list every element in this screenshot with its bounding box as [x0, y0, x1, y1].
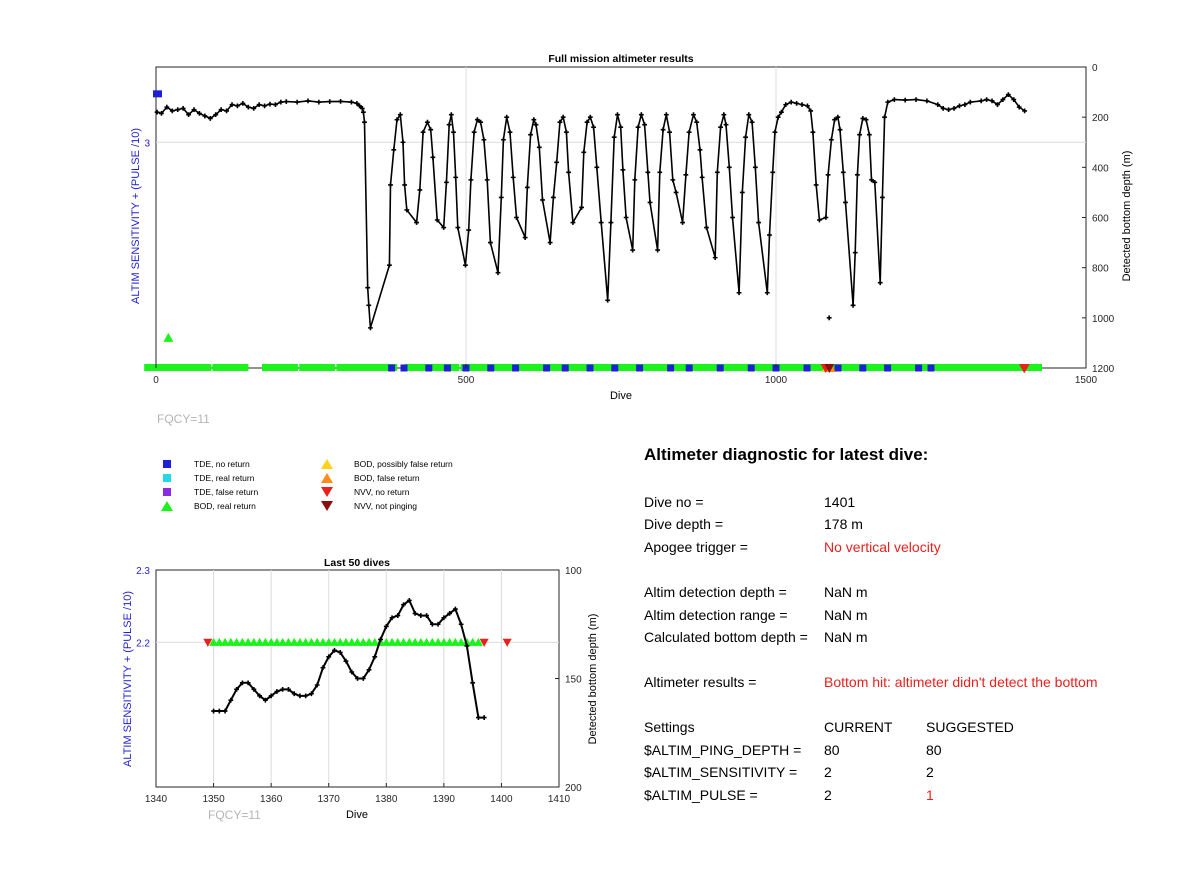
- setting-current: 2: [824, 787, 832, 803]
- main-bod-real-band: [262, 364, 298, 371]
- main-chart-title: Full mission altimeter results: [548, 53, 694, 65]
- dive-no-value: 1401: [824, 494, 856, 510]
- last-depth-point: [332, 648, 337, 653]
- last-depth-point: [309, 691, 314, 696]
- main-tde-no-return-marker: [717, 365, 724, 372]
- last-depth-point: [292, 691, 297, 696]
- legend-triangle-down-icon: [320, 487, 334, 497]
- last-depth-point: [482, 715, 487, 720]
- last-bod-real-marker: [290, 638, 299, 646]
- legend-label: BOD, false return: [354, 473, 420, 483]
- last-bod-real-marker: [347, 638, 356, 646]
- last-depth-point: [275, 689, 280, 694]
- last-bod-real-marker: [272, 638, 281, 646]
- last-bod-real-marker: [307, 638, 316, 646]
- setting-name: $ALTIM_PULSE =: [644, 787, 758, 803]
- main-bod-real-band: [299, 364, 335, 371]
- last-bod-real-marker: [393, 638, 402, 646]
- last-depth-point: [418, 613, 423, 618]
- last-x-tick-label: 1340: [144, 794, 168, 805]
- main-right-y-tick-label: 1200: [1092, 364, 1115, 375]
- last-right-y-tick-label: 200: [565, 783, 582, 794]
- main-right-y-tick-label: 400: [1092, 163, 1109, 175]
- legend-item-nvv-no-return: [320, 487, 409, 497]
- last-depth-line: [214, 600, 485, 717]
- main-right-y-tick-label: 800: [1092, 263, 1109, 275]
- last-plot-area: [156, 570, 559, 787]
- last-x-tick-label: 1410: [547, 794, 571, 805]
- main-tde-no-return-marker: [543, 365, 550, 372]
- last-bod-real-marker: [416, 638, 425, 646]
- altim-detect-range-label: Altim detection range =: [644, 607, 788, 623]
- last-bod-real-marker: [428, 638, 437, 646]
- last-depth-point: [378, 637, 383, 642]
- main-x-tick-label: 1500: [1074, 375, 1098, 386]
- last-depth-point: [424, 613, 429, 618]
- last-depth-point: [228, 698, 233, 703]
- last-depth-point: [367, 667, 372, 672]
- last-bod-real-marker: [221, 638, 230, 646]
- dive-no-label: Dive no =: [644, 494, 704, 510]
- last-nvv-no-return-marker: [503, 639, 512, 647]
- main-tde-no-return-marker: [686, 365, 693, 372]
- main-right-y-label: Detected bottom depth (m): [1121, 150, 1133, 282]
- last-depth-point: [447, 611, 452, 616]
- last-bod-real-marker: [376, 638, 385, 646]
- legend-label: NVV, no return: [354, 487, 410, 497]
- main-tde-no-return-marker: [425, 365, 432, 372]
- last-bod-real-marker: [249, 638, 258, 646]
- main-right-y-tick-label: 200: [1092, 113, 1109, 125]
- apogee-value: No vertical velocity: [824, 539, 941, 555]
- last-depth-point: [436, 622, 441, 627]
- last-x-tick-label: 1400: [490, 794, 513, 805]
- settings-header: Settings: [644, 719, 695, 735]
- main-left-y-label: ALTIM SENSITIVITY + (PULSE /10): [130, 128, 142, 304]
- last-depth-point: [211, 709, 216, 714]
- last-depth-point: [453, 607, 458, 612]
- last-bod-real-marker: [434, 638, 443, 646]
- last-bod-real-marker: [439, 638, 448, 646]
- legend-triangle-down-icon: [320, 501, 334, 511]
- last-bod-real-marker: [370, 638, 379, 646]
- last-bod-real-marker: [301, 638, 310, 646]
- last-depth-point: [217, 709, 222, 714]
- last-bod-real-marker: [399, 638, 408, 646]
- last-x-tick-label: 1360: [260, 794, 283, 805]
- last-depth-point: [349, 670, 354, 675]
- last-bod-real-marker: [284, 638, 293, 646]
- main-tde-no-return-marker: [388, 365, 395, 372]
- setting-suggested: 80: [926, 742, 942, 758]
- suggested-header: SUGGESTED: [926, 719, 1014, 735]
- legend-square-icon: [160, 473, 174, 483]
- setting-current: 80: [824, 742, 840, 758]
- last-bod-real-marker: [318, 638, 327, 646]
- legend-label: NVV, not pinging: [354, 501, 418, 511]
- altim-detect-depth-value: NaN m: [824, 584, 868, 600]
- main-tde-no-return-marker: [153, 90, 162, 97]
- last-bod-real-marker: [261, 638, 270, 646]
- last-fqcy-label: FQCY=11: [208, 808, 261, 822]
- main-bod-real-band: [175, 364, 211, 371]
- last-bod-real-marker: [365, 638, 374, 646]
- last-depth-point: [251, 687, 256, 692]
- setting-current: 2: [824, 764, 832, 780]
- last-bod-real-marker: [382, 638, 391, 646]
- last-bod-real-marker: [445, 638, 454, 646]
- last-bod-real-marker: [422, 638, 431, 646]
- last-bod-real-marker: [255, 638, 264, 646]
- last-depth-point: [321, 665, 326, 670]
- main-bod-real-band: [144, 364, 180, 371]
- last-depth-point: [303, 693, 308, 698]
- main-tde-no-return-marker: [835, 365, 842, 372]
- last-depth-point: [401, 602, 406, 607]
- main-tde-no-return-marker: [587, 365, 594, 372]
- setting-suggested: 1: [926, 787, 934, 803]
- last-bod-real-marker: [474, 638, 483, 646]
- main-left-y-tick-label: 3: [144, 138, 150, 150]
- last-depth-point: [459, 622, 464, 627]
- results-label: Altimeter results =: [644, 674, 757, 690]
- main-right-y-tick-label: 0: [1092, 63, 1098, 74]
- dive-depth-label: Dive depth =: [644, 516, 723, 532]
- last-depth-point: [298, 693, 303, 698]
- last-bod-real-marker: [324, 638, 333, 646]
- legend-label: BOD, possibly false return: [354, 459, 453, 469]
- results-value: Bottom hit: altimeter didn't detect the bottom: [824, 674, 1098, 690]
- last-bod-real-marker: [295, 638, 304, 646]
- last-right-y-label: Detected bottom depth (m): [587, 613, 599, 745]
- last-depth-point: [413, 611, 418, 616]
- altim-detect-depth-label: Altim detection depth =: [644, 584, 787, 600]
- setting-suggested: 2: [926, 764, 934, 780]
- last-bod-real-marker: [313, 638, 322, 646]
- diagnostic-title: Altimeter diagnostic for latest dive:: [644, 445, 929, 464]
- last-nvv-no-return-marker: [480, 639, 489, 647]
- main-tde-no-return-marker: [859, 365, 866, 372]
- calc-bottom-label: Calculated bottom depth =: [644, 629, 808, 645]
- legend-triangle-up-icon: [320, 473, 334, 483]
- main-right-y-tick-label: 600: [1092, 213, 1109, 225]
- last-x-tick-label: 1370: [317, 794, 340, 805]
- main-right-y-tick-label: 1000: [1092, 313, 1115, 325]
- last-depth-point: [269, 693, 274, 698]
- last-bod-real-marker: [238, 638, 247, 646]
- last-bod-real-marker: [267, 638, 276, 646]
- legend-triangle-up-icon: [320, 459, 334, 469]
- last-markers: [203, 638, 511, 647]
- legend-item-tde-real-return: [160, 473, 254, 483]
- last-bod-real-marker: [388, 638, 397, 646]
- last-depth-point: [441, 615, 446, 620]
- legend-label: TDE, false return: [194, 487, 259, 497]
- last-depth-point: [361, 676, 366, 681]
- main-x-label: Dive: [609, 390, 633, 402]
- last-x-tick-label: 1350: [202, 794, 225, 805]
- last-depth-point: [407, 598, 412, 603]
- main-tde-no-return-marker: [487, 365, 494, 372]
- last-bod-real-marker: [232, 638, 241, 646]
- last-depth-point: [286, 687, 291, 692]
- last-right-y-tick-label: 100: [565, 566, 582, 577]
- apogee-label: Apogee trigger =: [644, 539, 748, 555]
- last-bod-real-marker: [359, 638, 368, 646]
- legend-square-icon: [160, 487, 174, 497]
- last-chart-title: Last 50 dives: [324, 557, 390, 569]
- legend-label: TDE, no return: [194, 459, 250, 469]
- last-x-tick-label: 1390: [432, 794, 455, 805]
- last-bod-real-marker: [405, 638, 414, 646]
- last-bod-real-marker: [226, 638, 235, 646]
- last-bod-real-marker: [330, 638, 339, 646]
- last-bod-real-marker: [451, 638, 460, 646]
- legend-triangle-up-icon: [160, 501, 174, 511]
- full-mission-chart: [0, 0, 1200, 420]
- last-bod-real-marker: [411, 638, 420, 646]
- legend-item-tde-false-return: [160, 487, 258, 497]
- main-tde-no-return-marker: [915, 365, 922, 372]
- last-left-y-tick-label: 2.3: [136, 566, 150, 577]
- last-bod-real-marker: [462, 638, 471, 646]
- last-depth-point: [280, 687, 285, 692]
- main-tde-no-return-marker: [636, 365, 643, 372]
- last-depth-point: [338, 650, 343, 655]
- altim-detect-range-value: NaN m: [824, 607, 868, 623]
- last-depth-point: [430, 622, 435, 627]
- last-bod-real-marker: [215, 638, 224, 646]
- legend-label: BOD, real return: [194, 501, 256, 511]
- last-depth-point: [344, 659, 349, 664]
- last-bod-real-marker: [353, 638, 362, 646]
- last-bod-real-marker: [457, 638, 466, 646]
- last-depth-series: [211, 598, 486, 720]
- last-depth-point: [326, 654, 331, 659]
- legend-item-nvv-not-pinging: [320, 501, 417, 511]
- last-bod-real-marker: [244, 638, 253, 646]
- last-depth-point: [355, 676, 360, 681]
- main-tde-no-return-marker: [804, 365, 811, 372]
- main-tde-no-return-marker: [512, 365, 519, 372]
- main-tde-no-return-marker: [562, 365, 569, 372]
- last-grid: [156, 570, 559, 787]
- legend-square-icon: [160, 459, 174, 469]
- last-depth-point: [470, 680, 475, 685]
- setting-name: $ALTIM_SENSITIVITY =: [644, 764, 798, 780]
- last-x-label: Dive: [345, 809, 369, 821]
- last-left-y-tick-label: 2.2: [136, 638, 150, 650]
- last-depth-point: [464, 644, 469, 649]
- last-depth-point: [240, 680, 245, 685]
- current-header: CURRENT: [824, 719, 893, 735]
- marker-legend: [160, 459, 490, 519]
- main-tde-no-return-marker: [748, 365, 755, 372]
- main-tde-no-return-marker: [667, 365, 674, 372]
- main-tde-no-return-marker: [611, 365, 618, 372]
- last-depth-point: [234, 687, 239, 692]
- last-axes: [136, 566, 582, 805]
- last-depth-point: [263, 698, 268, 703]
- last-nvv-no-return-marker: [203, 639, 212, 647]
- last-right-y-tick-label: 150: [565, 674, 582, 686]
- last-depth-point: [223, 709, 228, 714]
- main-bod-real-band: [212, 364, 248, 371]
- legend-item-bod-real-return: [160, 501, 256, 511]
- main-x-tick-label: 0: [153, 375, 159, 386]
- last-depth-point: [315, 683, 320, 688]
- main-tde-no-return-marker: [928, 365, 935, 372]
- legend-item-bod-false-return: [320, 473, 420, 483]
- last-depth-point: [372, 654, 377, 659]
- last-depth-point: [257, 693, 262, 698]
- main-tde-no-return-marker: [444, 365, 451, 372]
- last-bod-real-marker: [468, 638, 477, 646]
- last-depth-point: [395, 613, 400, 618]
- dive-depth-value: 178 m: [824, 516, 863, 532]
- last-bod-real-marker: [341, 638, 350, 646]
- last-depth-point: [476, 715, 481, 720]
- altimeter-diagnostic-panel: [644, 445, 1164, 815]
- last-bod-real-marker: [336, 638, 345, 646]
- legend-label: TDE, real return: [194, 473, 255, 483]
- main-x-tick-label: 1000: [764, 375, 788, 386]
- main-tde-no-return-marker: [401, 365, 408, 372]
- last-x-tick-label: 1380: [375, 794, 398, 805]
- setting-name: $ALTIM_PING_DEPTH =: [644, 742, 802, 758]
- main-fqcy-label: FQCY=11: [157, 412, 210, 426]
- last-bod-real-marker: [278, 638, 287, 646]
- last-bod-real-marker: [209, 638, 218, 646]
- main-x-tick-label: 500: [457, 375, 475, 386]
- last-left-y-label: ALTIM SENSITIVITY + (PULSE /10): [122, 591, 134, 767]
- last-depth-point: [390, 615, 395, 620]
- main-plot-area: [156, 67, 1086, 368]
- last-depth-point: [246, 680, 251, 685]
- legend-item-bod-possibly-false: [320, 459, 453, 469]
- calc-bottom-value: NaN m: [824, 629, 868, 645]
- main-tde-no-return-marker: [884, 365, 891, 372]
- legend-item-tde-no-return: [160, 459, 250, 469]
- last-depth-point: [384, 624, 389, 629]
